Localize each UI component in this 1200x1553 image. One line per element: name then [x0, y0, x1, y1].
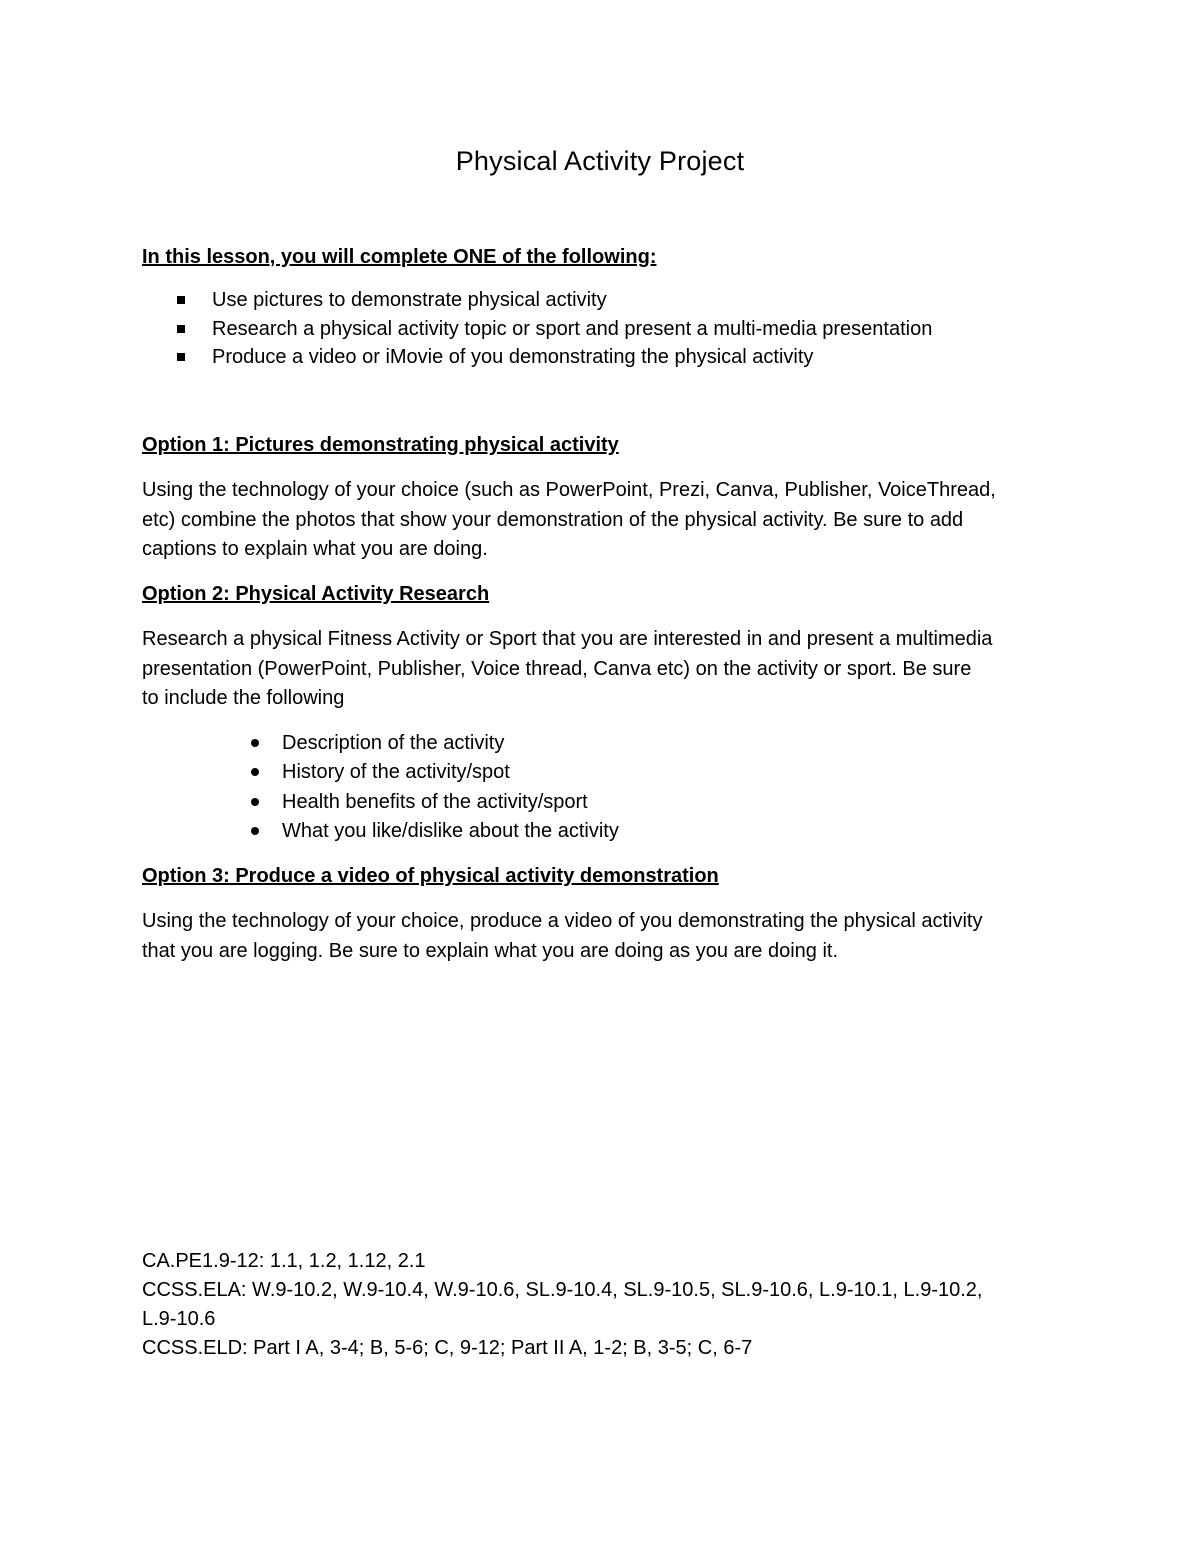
- option3-body: [142, 907, 1072, 966]
- list-item: [142, 817, 1072, 847]
- intro-section: [142, 243, 1072, 372]
- option2-line: to include the following: [142, 687, 345, 709]
- option3-heading: Option 3: Produce a video of physical activity demonstration: [142, 865, 719, 887]
- option1-section: [142, 431, 1072, 565]
- list-item: [142, 788, 1072, 818]
- list-item: [142, 729, 1072, 759]
- option1-line: captions to explain what you are doing.: [142, 538, 488, 560]
- standards-line: L.9-10.6: [142, 1308, 216, 1330]
- round-bullet-icon: [251, 798, 259, 806]
- option2-section: [142, 580, 1072, 847]
- list-item: [142, 315, 1072, 344]
- option1-heading: Option 1: Pictures demonstrating physical activity: [142, 434, 619, 456]
- list-item-text: History of the activity/spot: [282, 761, 510, 783]
- option2-heading: Option 2: Physical Activity Research: [142, 583, 490, 605]
- list-item-text: Produce a video or iMovie of you demonstrating the physical activity: [212, 346, 814, 368]
- list-item: [142, 343, 1072, 372]
- list-item-text: What you like/dislike about the activity: [282, 820, 619, 842]
- option3-section: [142, 862, 1072, 966]
- standards-section: [142, 1247, 1072, 1363]
- standards-line: CA.PE1.9-12: 1.1, 1.2, 1.12, 2.1: [142, 1250, 426, 1272]
- option1-line: etc) combine the photos that show your demonstration of the physical activity. Be sure to add: [142, 508, 964, 531]
- list-item: [142, 286, 1072, 315]
- list-item-text: Research a physical activity topic or sport and present a multi-media presentation: [212, 317, 933, 340]
- option1-line: Using the technology of your choice (such as PowerPoint, Prezi, Canva, Publisher, VoiceThread,: [142, 479, 996, 501]
- list-item-text: Use pictures to demonstrate physical activity: [212, 289, 607, 311]
- intro-heading: In this lesson, you will complete ONE of the following:: [142, 246, 657, 268]
- page-title: Physical Activity Project: [455, 146, 745, 176]
- square-bullet-icon: [177, 296, 185, 304]
- option3-line: Using the technology of your choice, produce a video of you demonstrating the physical activity: [142, 910, 983, 932]
- option1-body: [142, 476, 1072, 565]
- square-bullet-icon: [177, 353, 185, 361]
- square-bullet-icon: [177, 325, 185, 333]
- option2-line: Research a physical Fitness Activity or Sport that you are interested in and present a multimedia: [142, 628, 993, 650]
- list-item: [142, 758, 1072, 788]
- option2-list: [142, 729, 1072, 847]
- round-bullet-icon: [251, 827, 259, 835]
- option2-line: presentation (PowerPoint, Publisher, Voice thread, Canva etc) on the activity or sport. Be sure: [142, 657, 972, 680]
- intro-list: [142, 286, 1072, 372]
- round-bullet-icon: [251, 768, 259, 776]
- option2-body: [142, 625, 1072, 714]
- standards-line: CCSS.ELD: Part I A, 3-4; B, 5-6; C, 9-12; Part II A, 1-2; B, 3-5; C, 6-7: [142, 1337, 753, 1359]
- option3-line: that you are logging. Be sure to explain what you are doing as you are doing it.: [142, 939, 839, 962]
- list-item-text: Description of the activity: [282, 731, 505, 754]
- standards-line: CCSS.ELA: W.9-10.2, W.9-10.4, W.9-10.6, SL.9-10.4, SL.9-10.5, SL.9-10.6, L.9-10.1, L.9-10.2,: [142, 1279, 983, 1301]
- round-bullet-icon: [251, 739, 259, 747]
- list-item-text: Health benefits of the activity/sport: [282, 790, 588, 813]
